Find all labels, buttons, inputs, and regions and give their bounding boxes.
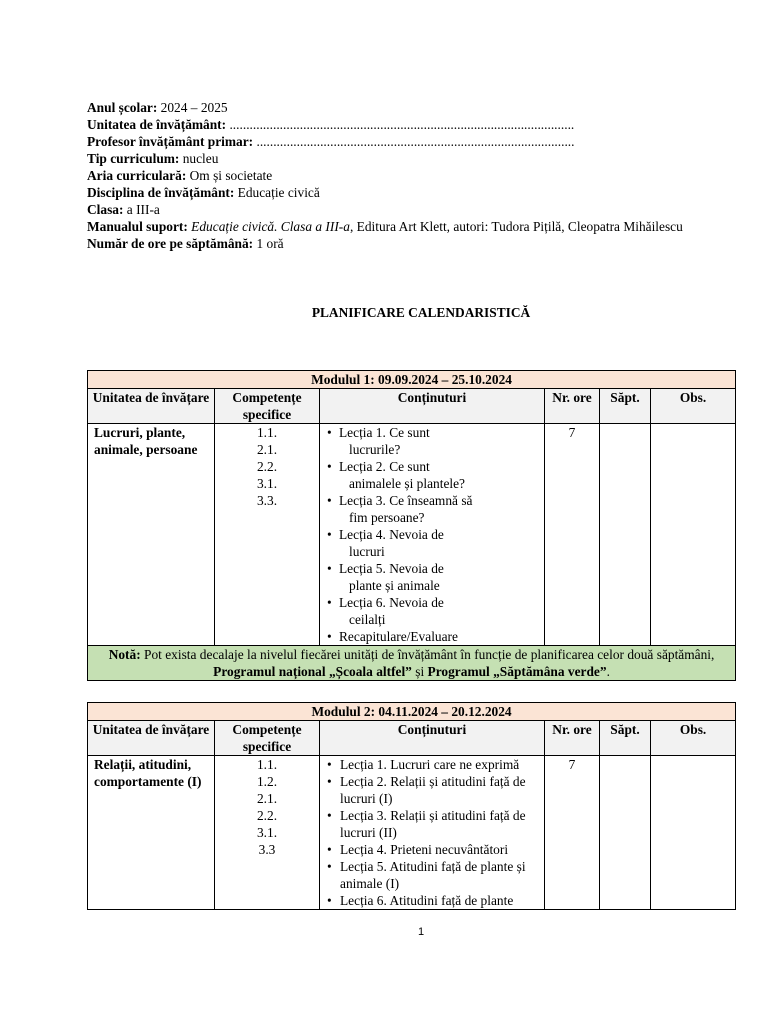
module-1-note-row (88, 646, 736, 681)
competency: 3.1. (256, 476, 278, 491)
curriculum-type-label: Tip curriculum: (87, 151, 180, 166)
col-week-header: Săpt. (600, 721, 651, 756)
lesson-text: Recapitulare/Evaluare (339, 629, 458, 644)
note-program-2: Programul „Săptămâna verde” (427, 664, 607, 679)
col-obs-header: Obs. (651, 721, 736, 756)
col-contents-header: Conținuturi (320, 389, 545, 424)
module-2-week (600, 756, 651, 910)
lesson-text: Lecția 4. Nevoia de (339, 527, 444, 542)
document-title: PLANIFICARE CALENDARISTICĂ (311, 305, 531, 320)
textbook-details: , Editura Art Klett, autori: Tudora Pițilă, Cleopatra Mihăilescu (349, 219, 683, 234)
col-competencies-header: Competențe specifice (215, 721, 320, 756)
module-1-content-row (88, 424, 736, 646)
lesson-text: Lecția 1. Ce sunt (339, 425, 430, 440)
lesson-text: Lecția 3. Ce înseamnă să (339, 493, 473, 508)
lesson-text-cont: fim persoane? (349, 510, 425, 525)
lesson-item (324, 424, 540, 458)
module-2-contents (320, 756, 545, 910)
lesson-text: Lecția 5. Nevoia de (339, 561, 444, 576)
class-value: a III-a (123, 202, 160, 217)
competency: 3.3 (258, 842, 276, 857)
module-2-competencies (215, 756, 320, 910)
module-1-competencies (215, 424, 320, 646)
module-1-unit: Lucruri, plante, animale, persoane (88, 424, 215, 646)
col-hours-header: Nr. ore (545, 721, 600, 756)
discipline-value: Educație civică (234, 185, 320, 200)
competency: 1.1. (256, 425, 278, 440)
module-2-title-row (88, 703, 736, 721)
class-label: Clasa: (87, 202, 124, 217)
competency: 2.2. (256, 459, 278, 474)
competency: 3.1. (256, 825, 278, 840)
module-1-note (88, 646, 736, 681)
lesson-item (324, 492, 540, 526)
module-2-title: Modulul 2: 04.11.2024 – 20.12.2024 (88, 703, 736, 721)
teacher (87, 133, 747, 150)
module-2-unit: Relații, atitudini, comportamente (I) (88, 756, 215, 910)
competency: 2.1. (256, 442, 278, 457)
lesson-item: • Lecția 2. Relații și atitudini față de lucruri (I) (324, 773, 540, 807)
lesson-text: Lecția 2. Ce sunt (339, 459, 430, 474)
note-program-1: Programul național „Școala altfel” (213, 664, 412, 679)
note-text-3: . (606, 664, 610, 679)
module-1-contents (320, 424, 545, 646)
lesson-item (324, 628, 540, 645)
col-obs-header: Obs. (651, 389, 736, 424)
class (87, 201, 747, 218)
lesson-item: • Lecția 5. Atitudini față de plante și animale (I) (324, 858, 540, 892)
col-competencies-header: Competențe specifice (215, 389, 320, 424)
col-contents-header: Conținuturi (320, 721, 545, 756)
curricular-area-label: Aria curriculară: (87, 168, 187, 183)
competency: 2.2. (256, 808, 278, 823)
curricular-area-value: Om și societate (186, 168, 273, 183)
hours-per-week-label: Număr de ore pe săptămână: (87, 236, 254, 251)
module-2-header-row (88, 721, 736, 756)
hours-per-week (87, 235, 747, 252)
module-1-obs (651, 424, 736, 646)
curricular-area (87, 167, 747, 184)
document-header (87, 99, 747, 252)
module-1-hours: 7 (545, 424, 600, 646)
discipline-label: Disciplina de învățământ: (87, 185, 235, 200)
col-week-header: Săpt. (600, 389, 651, 424)
module-1-title-row (88, 371, 736, 389)
lesson-text-cont: plante și animale (349, 578, 440, 593)
textbook-label: Manualul suport: (87, 219, 188, 234)
curriculum-type (87, 150, 747, 167)
module-1-table (87, 370, 736, 681)
lesson-item: • Lecția 1. Lucruri care ne exprimă (324, 756, 540, 773)
curriculum-type-value: nucleu (179, 151, 219, 166)
lesson-item: • Lecția 6. Atitudini față de plante (324, 892, 540, 909)
competency: 2.1. (256, 791, 278, 806)
module-1-week (600, 424, 651, 646)
lesson-item (324, 594, 540, 628)
lesson-text-cont: ceilalți (349, 612, 386, 627)
competency: 1.1. (256, 757, 278, 772)
lesson-item: • Lecția 3. Relații și atitudini față de lucruri (II) (324, 807, 540, 841)
col-hours-header: Nr. ore (545, 389, 600, 424)
teacher-value: ............................................................................................... (253, 134, 575, 149)
textbook (87, 218, 747, 235)
school-year-label: Anul școlar: (87, 100, 158, 115)
module-1-header-row (88, 389, 736, 424)
school-unit-label: Unitatea de învățământ: (87, 117, 227, 132)
module-2-table (87, 702, 736, 910)
lesson-text: Lecția 6. Nevoia de (339, 595, 444, 610)
note-label: Notă: (108, 647, 141, 662)
competency: 1.2. (256, 774, 278, 789)
module-2-obs (651, 756, 736, 910)
lesson-item (324, 458, 540, 492)
module-1-title: Modulul 1: 09.09.2024 – 25.10.2024 (88, 371, 736, 389)
col-unit-header: Unitatea de învățare (88, 389, 215, 424)
hours-per-week-value: 1 oră (253, 236, 284, 251)
school-year-value: 2024 – 2025 (157, 100, 228, 115)
col-unit-header: Unitatea de învățare (88, 721, 215, 756)
discipline (87, 184, 747, 201)
note-text-2: și (411, 664, 428, 679)
lesson-text-cont: lucruri (349, 544, 385, 559)
module-2-hours: 7 (545, 756, 600, 910)
page-number: 1 (417, 926, 425, 938)
school-unit (87, 116, 747, 133)
school-unit-value: ....................................................................................................... (226, 117, 575, 132)
module-2-content-row (88, 756, 736, 910)
teacher-label: Profesor învățământ primar: (87, 134, 254, 149)
lesson-item (324, 560, 540, 594)
competency: 3.3. (256, 493, 278, 508)
note-text: Pot exista decalaje la nivelul fiecărei unități de învățământ în funcție de planificarea celor două săptămâni, (140, 647, 715, 662)
school-year (87, 99, 747, 116)
lesson-text-cont: animalele și plantele? (349, 476, 465, 491)
lesson-item: • Lecția 4. Prieteni necuvântători (324, 841, 540, 858)
lesson-text-cont: lucrurile? (349, 442, 401, 457)
textbook-title: Educație civică. Clasa a III-a (187, 219, 350, 234)
lesson-item (324, 526, 540, 560)
